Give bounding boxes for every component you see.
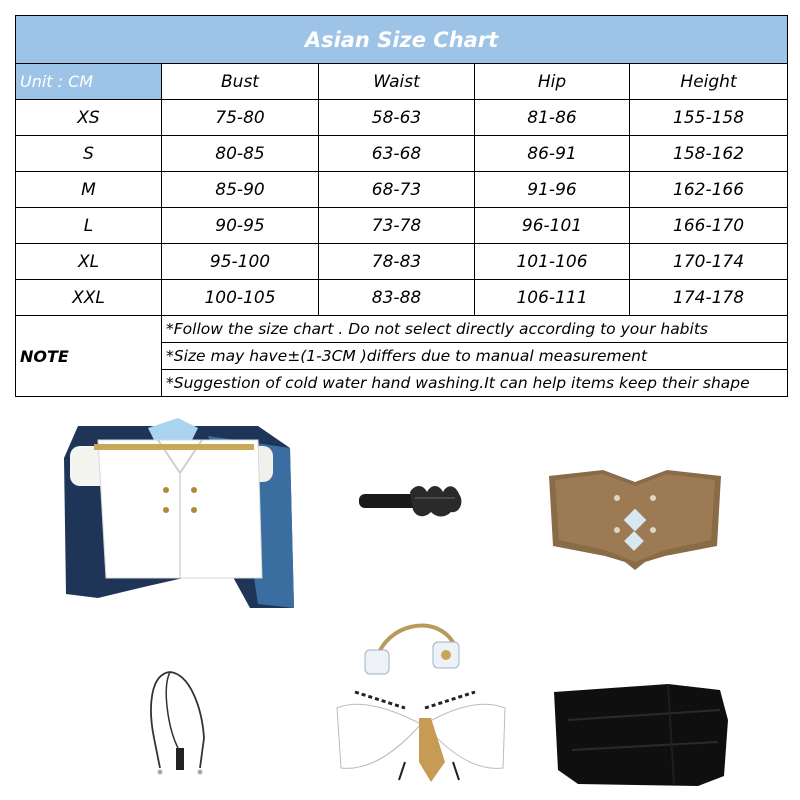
hair-clip-icon xyxy=(355,478,475,523)
size-chart-table xyxy=(15,15,788,397)
table-row xyxy=(16,172,788,208)
note-line: *Size may have±(1-3CM )differs due to manual measurement xyxy=(162,343,788,370)
table-cell: 58-63 xyxy=(319,100,475,136)
size-label: L xyxy=(16,208,162,244)
note-line: *Suggestion of cold water hand washing.It can help items keep their shape xyxy=(162,370,788,397)
size-label: M xyxy=(16,172,162,208)
table-cell: 83-88 xyxy=(319,280,475,316)
size-label: XS xyxy=(16,100,162,136)
table-cell: 91-96 xyxy=(475,172,630,208)
chart-title: Asian Size Chart xyxy=(16,16,788,64)
corset-belt-icon xyxy=(545,462,725,572)
stockings-icon xyxy=(548,680,733,790)
note-label: NOTE xyxy=(16,316,162,397)
table-row xyxy=(16,136,788,172)
necklace-icon xyxy=(140,668,220,788)
table-cell: 162-166 xyxy=(630,172,788,208)
table-cell: 166-170 xyxy=(630,208,788,244)
table-cell: 106-111 xyxy=(475,280,630,316)
table-cell: 95-100 xyxy=(162,244,319,280)
table-cell: 96-101 xyxy=(475,208,630,244)
table-cell: 86-91 xyxy=(475,136,630,172)
table-cell: 85-90 xyxy=(162,172,319,208)
size-label: XXL xyxy=(16,280,162,316)
table-cell: 170-174 xyxy=(630,244,788,280)
column-header: Height xyxy=(630,64,788,100)
table-cell: 78-83 xyxy=(319,244,475,280)
table-cell: 81-86 xyxy=(475,100,630,136)
top-and-skirt-icon xyxy=(58,418,298,613)
unit-label: Unit : CM xyxy=(16,64,162,100)
column-header: Waist xyxy=(319,64,475,100)
table-cell: 155-158 xyxy=(630,100,788,136)
table-row xyxy=(16,100,788,136)
table-cell: 68-73 xyxy=(319,172,475,208)
table-cell: 90-95 xyxy=(162,208,319,244)
size-label: S xyxy=(16,136,162,172)
table-row xyxy=(16,280,788,316)
table-cell: 174-178 xyxy=(630,280,788,316)
choker-bow-icon xyxy=(335,612,510,792)
table-cell: 75-80 xyxy=(162,100,319,136)
table-cell: 73-78 xyxy=(319,208,475,244)
table-cell: 80-85 xyxy=(162,136,319,172)
table-cell: 100-105 xyxy=(162,280,319,316)
note-line: *Follow the size chart . Do not select directly according to your habits xyxy=(162,316,788,343)
column-header: Bust xyxy=(162,64,319,100)
table-row xyxy=(16,208,788,244)
size-label: XL xyxy=(16,244,162,280)
column-header: Hip xyxy=(475,64,630,100)
table-row xyxy=(16,244,788,280)
table-cell: 63-68 xyxy=(319,136,475,172)
table-cell: 158-162 xyxy=(630,136,788,172)
table-cell: 101-106 xyxy=(475,244,630,280)
